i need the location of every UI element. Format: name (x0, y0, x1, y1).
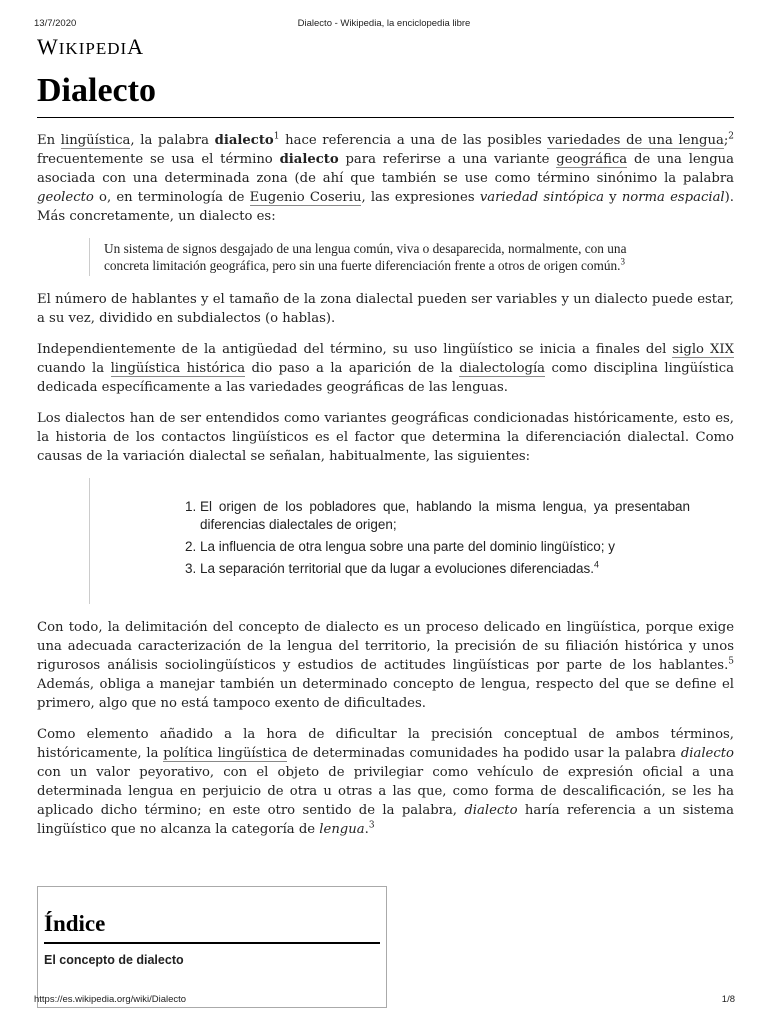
toc-title: Índice (44, 911, 106, 936)
page-number: 1/8 (721, 994, 735, 1005)
ref-1[interactable]: 1 (273, 131, 280, 142)
paragraph-historia: Independientemente de la antigüedad del término, su uso lingüístico se inicia a finales del siglo XIX cuando la lingüística histórica dio paso a la aparición de la dialectología como disciplina lingüística dedicada específicamente a las variedades geográficas de las lenguas. (37, 342, 734, 395)
paragraph-delimitacion: Con todo, la delimitación del concepto de dialecto es un proceso delicado en lingüística, porque exige una adecuada caracterización de la lengua del territorio, la precisión de su filiación histórica y unos rigurosos análisis sociolingüísticos y estudios de actitudes lingüísticas por parte de los hablantes.$^5$ Además, obliga a manejar también un determinado concepto de lengua, respecto del que se define el primero, algo que no está tampoco exento de dificultades. (37, 620, 734, 711)
page-title: Dialecto (37, 72, 156, 109)
print-date: 13/7/2020 (34, 18, 77, 29)
ref-2[interactable]: 2 (728, 131, 734, 142)
ref-3[interactable]: 3 (620, 256, 626, 267)
paragraph-causas: Los dialectos han de ser entendidos como variantes geográficas condicionadas históricamente, esto es, la historia de los contactos lingüísticos es el factor que determina la diferenciación dialectal. Como causas de la variación dialectal se señalan, habitualmente, las siguientes: (37, 411, 734, 464)
definition-quote: Un sistema de signos desgajado de una lengua común, viva o desaparecida, normalmente, con una concreta limitación geográfica, pero sin una fuerte diferenciación frente a otros de origen común.$^3$ (89, 238, 672, 276)
causes-list (90, 498, 690, 578)
ref-5[interactable]: 5 (728, 656, 734, 667)
list-item: 3. La separación territorial que da lugar a evoluciones diferenciadas.$^4$ (200, 560, 690, 578)
list-item: 1. El origen de los pobladores que, hablando la misma lengua, ya presentaban diferencias dialectales de origen; (200, 498, 690, 534)
list-item: 2. La influencia de otra lengua sobre una parte del dominio lingüístico; y (200, 538, 690, 556)
wikipedia-logo[interactable]: WIKIPEDIA (37, 34, 145, 59)
ref-4[interactable]: 4 (594, 559, 600, 570)
paragraph-intro: En lingüística, la palabra dialecto$^1$ hace referencia a una de las posibles variedades de una lengua;$^2$ frecuentemente se usa el término dialecto para referirse a una variante geográfica de una lengua asociada con una determinada zona (de ahí que también se use como término sinónimo la palabra geolecto o, en terminología de Eugenio Coseriu, las expresiones variedad sintópica y norma espacial). Más concretamente, un dialecto es: (37, 131, 735, 224)
link-linguistica-historica[interactable]: lingüística histórica (110, 361, 246, 376)
link-linguistica[interactable]: lingüística (60, 133, 131, 148)
link-coseriu[interactable]: Eugenio Coseriu (249, 190, 362, 205)
paragraph-hablantes: El número de hablantes y el tamaño de la zona dialectal pueden ser variables y un dialecto puede estar, a su vez, dividido en subdialectos (o hablas). (37, 292, 734, 326)
link-dialectologia[interactable]: dialectología (459, 361, 546, 376)
link-variedades[interactable]: variedades de una lengua (547, 133, 724, 148)
toc-item-concepto[interactable]: El concepto de dialecto (44, 953, 184, 967)
table-of-contents (37, 886, 387, 1008)
title-divider (37, 117, 734, 118)
link-geografica[interactable]: geográfica (556, 152, 628, 167)
ref-3b[interactable]: 3 (368, 820, 375, 831)
link-politica-linguistica[interactable]: política lingüística (163, 746, 288, 761)
print-title: Dialecto - Wikipedia, la enciclopedia libre (297, 18, 471, 29)
article-body (37, 131, 734, 851)
paragraph-politica: Como elemento añadido a la hora de dificultar la precisión conceptual de ambos términos, históricamente, la política lingüística de determinadas comunidades ha podido usar la palabra dialecto con un valor peyorativo, con el objeto de privilegiar como vehículo de expresión oficial a una determinada lengua en perjuicio de otra u otras a las que, como forma de descalificación, se les ha aplicado dicho término; en este otro sentido de la palabra, dialecto haría referencia a un sistema lingüístico que no alcanza la categoría de lengua.$^3$ (37, 727, 734, 837)
causes-list-box (89, 478, 690, 604)
toc-divider (44, 942, 380, 944)
link-siglo-xix[interactable]: siglo XIX (672, 342, 734, 357)
print-url: https://es.wikipedia.org/wiki/Dialecto (34, 994, 187, 1005)
